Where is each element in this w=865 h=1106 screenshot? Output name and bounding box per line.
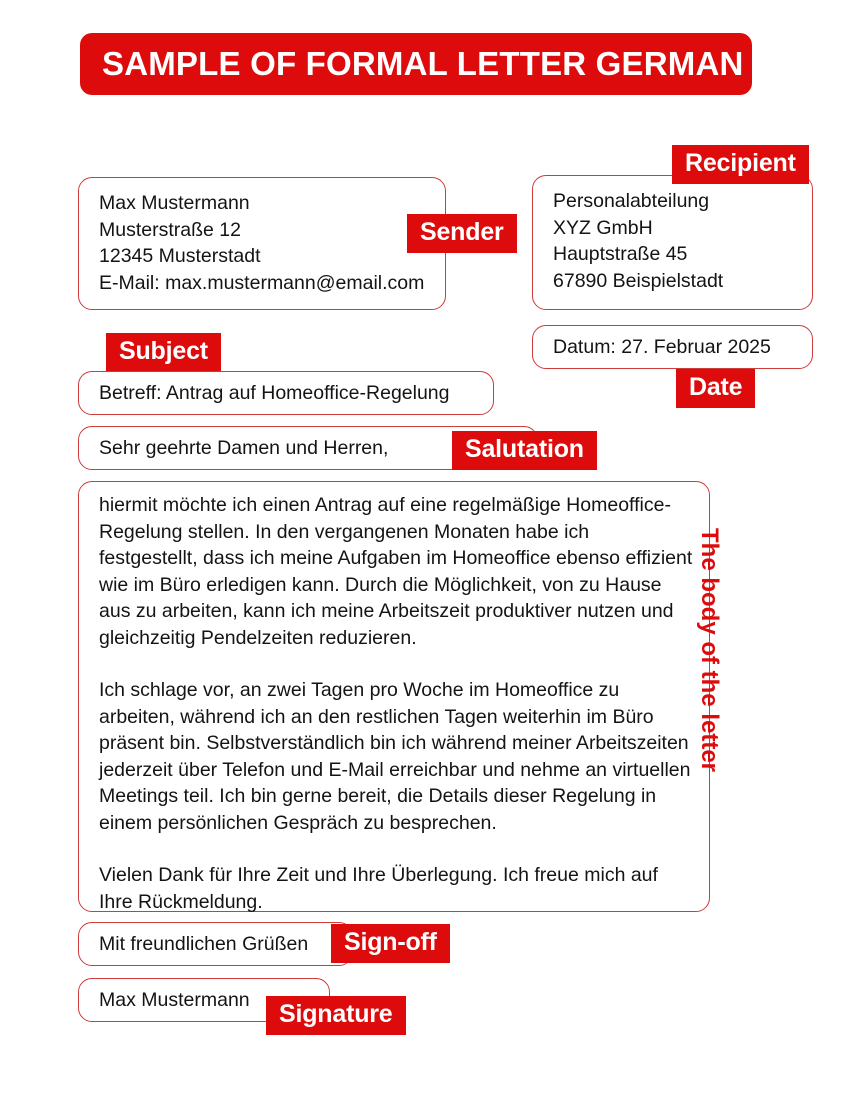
sender-lines bbox=[79, 178, 445, 308]
badge-recipient: Recipient bbox=[672, 145, 809, 184]
date-block bbox=[532, 325, 813, 369]
recipient-lines bbox=[533, 176, 812, 306]
badge-sender: Sender bbox=[407, 214, 517, 253]
date-lines bbox=[533, 334, 771, 361]
signoff-text: Mit freundlichen Grüßen bbox=[99, 932, 309, 955]
signoff-block bbox=[78, 922, 353, 966]
recipient-city: 67890 Beispielstadt bbox=[553, 269, 724, 292]
subject-lines bbox=[79, 380, 450, 407]
recipient-street: Hauptstraße 45 bbox=[553, 243, 688, 265]
sender-email: E-Mail: max.mustermann@email.com bbox=[99, 271, 425, 294]
body-paragraph-3: Vielen Dank für Ihre Zeit und Ihre Überlegung. Ich freue mich auf Ihre Rückmeldung. bbox=[99, 864, 658, 913]
sender-city: 12345 Musterstadt bbox=[99, 245, 261, 267]
body-paragraph-1: hiermit möchte ich einen Antrag auf eine regelmäßige Homeoffice-Regelung stellen. In den vergangenen Monaten habe ich festgestellt, dass ich meine Aufgaben im Homeoffice ebenso effizient wie im Büro erledigen kann. Durch die Möglichkeit, von zu Hause aus zu arbeiten, kann ich meine Arbeitszeit produktiver nutzen und gleichzeitig Pendelzeiten reduzieren. bbox=[99, 494, 693, 649]
subject-block bbox=[78, 371, 494, 415]
signoff-lines bbox=[79, 931, 308, 958]
date-text: Datum: 27. Februar 2025 bbox=[553, 335, 771, 358]
salutation-lines bbox=[79, 435, 388, 462]
badge-date: Date bbox=[676, 369, 755, 408]
badge-salutation: Salutation bbox=[452, 431, 597, 470]
sender-block bbox=[78, 177, 446, 310]
signature-text: Max Mustermann bbox=[99, 988, 250, 1011]
recipient-department: Personalabteilung bbox=[553, 190, 710, 212]
body-paragraph-2: Ich schlage vor, an zwei Tagen pro Woche im Homeoffice zu arbeiten, während ich an den restlichen Tagen weiterhin im Büro präsent bin. Selbstverständlich bin ich während meiner Arbeitszeiten jederzeit über Telefon und E-Mail erreichbar und nehme an virtuellen Meetings teil. Ich bin gerne bereit, die Details dieser Regelung in einem persönlichen Gespräch zu besprechen. bbox=[99, 679, 691, 834]
badge-signoff: Sign-off bbox=[331, 924, 450, 963]
badge-subject: Subject bbox=[106, 333, 221, 372]
salutation-text: Sehr geehrte Damen und Herren, bbox=[99, 436, 389, 459]
sender-name: Max Mustermann bbox=[99, 192, 250, 214]
badge-body-caption: The body of the letter bbox=[696, 528, 723, 773]
recipient-block bbox=[532, 175, 813, 310]
page-title: SAMPLE OF FORMAL LETTER GERMAN bbox=[102, 45, 744, 82]
body-block bbox=[78, 481, 710, 912]
sender-street: Musterstraße 12 bbox=[99, 218, 241, 241]
signature-lines bbox=[79, 987, 250, 1014]
page-title-banner bbox=[80, 33, 752, 95]
body-lines bbox=[79, 482, 709, 925]
subject-text: Betreff: Antrag auf Homeoffice-Regelung bbox=[99, 381, 450, 404]
recipient-company: XYZ GmbH bbox=[553, 216, 653, 239]
badge-signature: Signature bbox=[266, 996, 406, 1035]
